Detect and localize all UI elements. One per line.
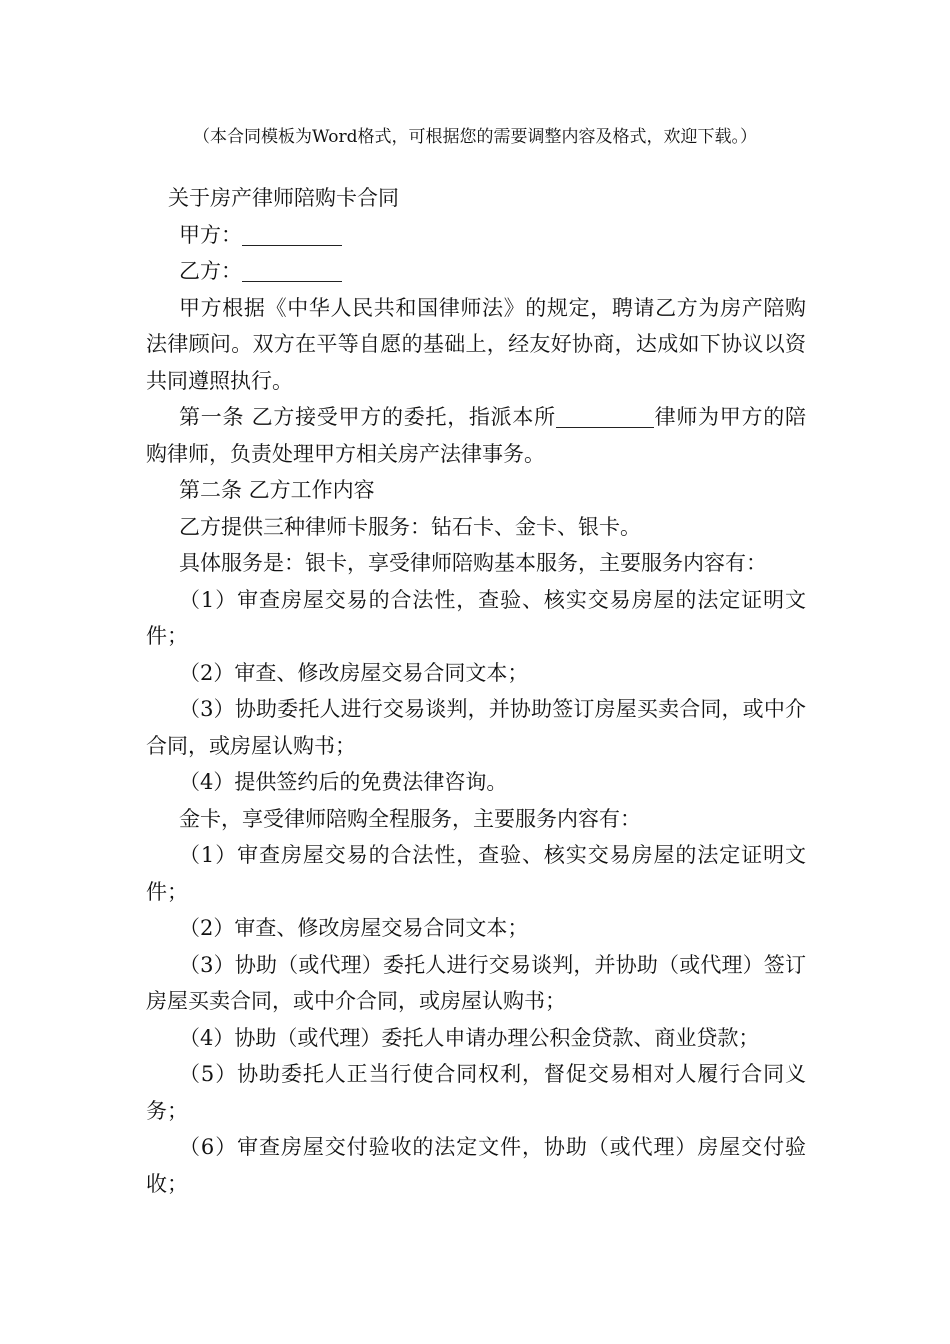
article-2-heading: 第二条 乙方工作内容 [179,478,375,502]
party-b-line [146,253,806,290]
silver-card-intro: 具体服务是：银卡，享受律师陪购基本服务，主要服务内容有： [179,551,767,575]
silver-item: （3）协助委托人进行交易谈判，并协助签订房屋买卖合同，或中介合同，或房屋认购书； [146,697,806,758]
silver-item: （4）提供签约后的免费法律咨询。 [179,770,508,794]
lawyer-name-blank [556,405,654,428]
party-a-line [146,217,806,254]
party-a-blank [242,223,342,246]
gold-card-intro: 金卡，享受律师陪购全程服务，主要服务内容有： [179,806,641,831]
gold-item: （6）审查房屋交付验收的法定文件，协助（或代理）房屋交付验收； [146,1135,806,1196]
silver-item: （1）审查房屋交易的合法性，查验、核实交易房屋的法定证明文件； [146,587,806,648]
gold-item: （2）审查、修改房屋交易合同文本； [179,916,529,940]
services-intro: 乙方提供三种律师卡服务：钻石卡、金卡、银卡。 [179,514,641,539]
gold-item: （5）协助委托人正当行使合同权利，督促交易相对人履行合同义务； [146,1062,806,1123]
party-b-blank [242,259,342,282]
contract-body [146,180,806,1202]
intro-paragraph: 甲方根据《中华人民共和国律师法》的规定，聘请乙方为房产陪购法律顾问。双方在平等自愿的基础上，经友好协商，达成如下协议以资共同遵照执行。 [146,295,806,393]
article-1-text-after: 律师为甲方的陪购律师，负责处理甲方相关房产法律事务。 [146,405,806,466]
silver-item: （2）审查、修改房屋交易合同文本； [179,660,529,685]
gold-item: （1）审查房屋交易的合法性，查验、核实交易房屋的法定证明文件； [146,843,806,904]
gold-item: （3）协助（或代理）委托人进行交易谈判，并协助（或代理）签订房屋买卖合同，或中介合同，或房屋认购书； [146,952,806,1013]
template-note: （本合同模板为Word格式，可根据您的需要调整内容及格式，欢迎下载。） [192,127,758,147]
party-a-label: 甲方： [179,222,242,247]
party-b-label: 乙方： [179,259,242,283]
article-1-text-before: 第一条 乙方接受甲方的委托，指派本所 [179,405,556,429]
article-1 [146,399,806,472]
gold-item: （4）协助（或代理）委托人申请办理公积金贷款、商业贷款； [179,1025,760,1050]
contract-title: 关于房产律师陪购卡合同 [168,186,399,210]
